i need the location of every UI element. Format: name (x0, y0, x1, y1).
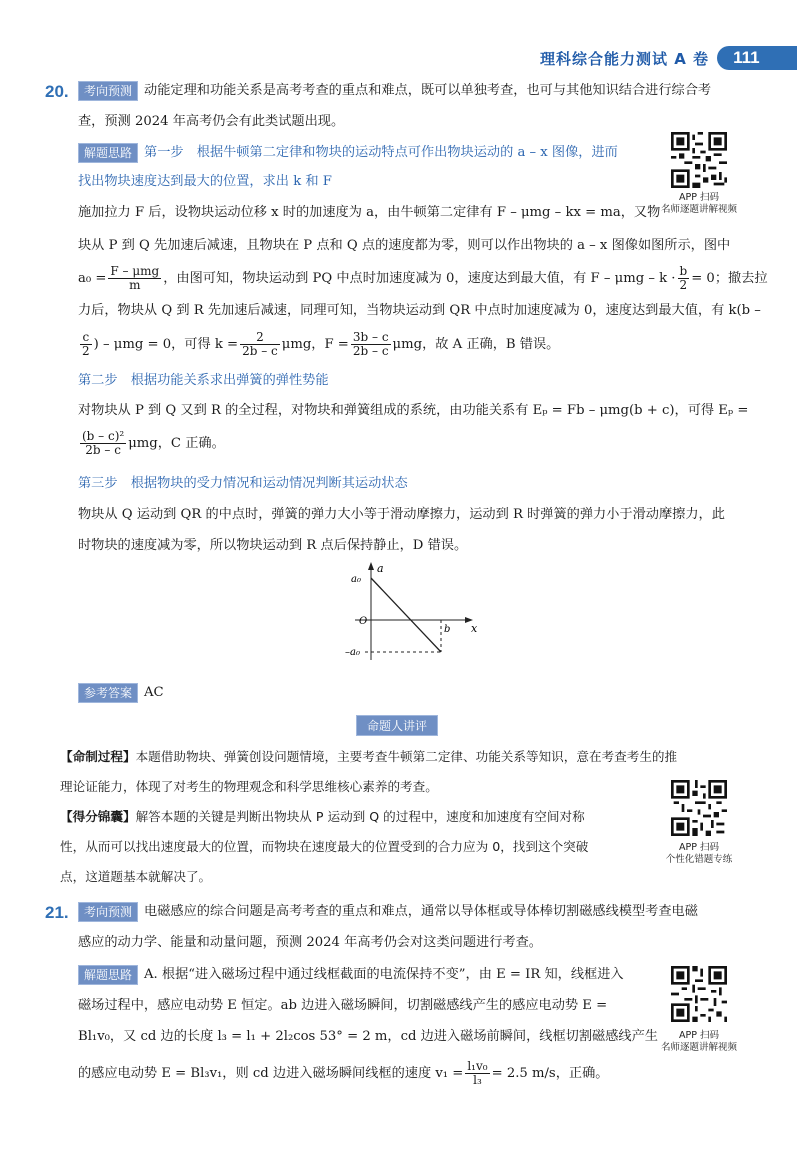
y-label: a (377, 562, 384, 575)
qr-code-icon[interactable] (671, 780, 727, 836)
qr-code-icon[interactable] (671, 966, 727, 1022)
q20-para1-line1: 施加拉力 F 后，设物块运动位移 x 时的加速度为 a，由牛顿第二定律有 F – μmg – kx = ma，又物 (78, 205, 661, 220)
q20-para1-line2: 块从 P 到 Q 先加速后减速，且物块在 P 点和 Q 点的速度都为零，则可以作出物块的 a – x 图像如图所示，图中 (78, 238, 731, 253)
page-number: 111 (717, 46, 797, 70)
fraction (678, 265, 690, 292)
text: 电磁感应的综合问题是高考考查的重点和难点，通常以导体框或导体棒切割磁感线模型考查电磁 (144, 904, 698, 919)
tag-answer: 参考答案 (78, 683, 138, 703)
qr-caption-line1: APP 扫码 (679, 192, 719, 203)
text: A. 根据“进入磁场过程中通过线框截面的电流保持不变”，由 E = IR 知，线框进入 (144, 967, 624, 982)
q21-line3: Bl₁v₀，又 cd 边的长度 l₃ = l₁ + 2l₂cos 53° = 2 m，cd 边进入磁场前瞬间，线框切割磁感线产生 (78, 1029, 658, 1044)
denominator: l₃ (473, 1073, 482, 1087)
q20-para3-line1: 物块从 Q 运动到 QR 的中点时，弹簧的弹力大小等于滑动摩擦力，运动到 R 时弹簧的弹力小于滑动摩擦力，此 (78, 507, 725, 522)
denominator: 2b – c (85, 443, 121, 457)
denominator: 2b – c (242, 344, 278, 358)
answer-text: AC (144, 685, 164, 700)
qr-caption (650, 842, 748, 866)
numerator: F – μmg (110, 264, 160, 278)
tag-forecast: 考向预测 (78, 81, 138, 101)
fraction (465, 1060, 489, 1087)
review-tips-line1 (60, 804, 585, 830)
numerator: l₁v₀ (467, 1059, 488, 1073)
tag-forecast: 考向预测 (78, 902, 138, 922)
text: 的感应电动势 E = Bl₃v₁，则 cd 边进入磁场瞬间线框的速度 v₁ = (78, 1066, 464, 1081)
a-x-graph (335, 560, 485, 670)
text: 第一步 根据牛顿第二定律和物块的运动特点可作出物块运动的 a – x 图像，进而 (144, 145, 618, 160)
q20-step3-title: 第三步 根据物块的受力情况和运动情况判断其运动状态 (78, 476, 408, 491)
q20-forecast-line1 (78, 78, 711, 104)
review-tips-line3: 点，这道题基本就解决了。 (60, 869, 212, 884)
q20-para1-line5 (78, 331, 559, 358)
denominator: 2 (82, 344, 90, 358)
tag-idea: 解题思路 (78, 965, 138, 985)
text: μmg，F = (281, 337, 349, 352)
question-number-20: 20. (45, 82, 69, 101)
qr-caption (650, 1030, 748, 1054)
text: = 2.5 m/s，正确。 (491, 1066, 609, 1081)
review-proc-line1 (60, 744, 677, 770)
question-number-21: 21. (45, 903, 69, 922)
review-tips-line2: 性，从而可以找出速度最大的位置，而物块在速度最大的位置受到的合力应为 0，找到这个突破 (60, 839, 589, 854)
qr-caption-line2: 名师逐题讲解视频 (660, 204, 737, 215)
a0-label: a₀ (351, 574, 361, 585)
text: ) – μmg = 0，可得 k = (93, 337, 239, 352)
q20-step2-title: 第二步 根据功能关系求出弹簧的弹性势能 (78, 373, 329, 388)
numerator: 3b – c (352, 330, 389, 344)
q21-forecast-line1 (78, 899, 698, 925)
denominator: 2 (679, 278, 688, 292)
review-proc-line2: 理论证能力，体现了对考生的物理观念和科学思维核心素养的考查。 (60, 779, 438, 794)
q20-para1-line4: 力后，物块从 Q 到 R 先加速后减速，同理可知，当物块运动到 QR 中点时加速度减为 0，速度达到最大值，有 k(b – (78, 303, 761, 318)
numerator: 2 (240, 331, 280, 345)
text: 解答本题的关键是判断出物块从 P 运动到 Q 的过程中，速度和加速度有空间对称 (135, 809, 585, 824)
text: μmg，故 A 正确，B 错误。 (392, 337, 560, 352)
graph-line (371, 578, 441, 652)
q21-line1 (78, 962, 624, 988)
exam-title: 理科综合能力测试 A 卷 (540, 49, 710, 68)
qr-caption-line2: 个性化错题专练 (665, 854, 733, 865)
q20-para1-line3 (78, 265, 768, 292)
q20-forecast-line2: 查，预测 2024 年高考仍会有此类试题出现。 (78, 114, 345, 129)
denominator: m (129, 278, 141, 292)
qr-caption-line1: APP 扫码 (679, 1030, 719, 1041)
q20-step1-title (78, 140, 618, 166)
fraction (108, 265, 161, 292)
x-label: x (471, 622, 478, 635)
q21-line4 (78, 1060, 608, 1087)
y-axis-arrow (368, 562, 374, 570)
text: 本题借助物块、弹簧创设问题情境，主要考查牛顿第二定律、功能关系等知识，意在考查考生的推 (135, 749, 678, 764)
denominator: 2b – c (352, 344, 389, 358)
neg-a0-label: –a₀ (345, 647, 360, 658)
text: a₀ = (78, 271, 107, 286)
fraction (351, 331, 391, 358)
numerator: c (80, 331, 92, 345)
qr-code-icon[interactable] (671, 132, 727, 188)
q21-forecast-line2: 感应的动力学、能量和动量问题，预测 2024 年高考仍会对这类问题进行考查。 (78, 935, 542, 950)
q20-answer (78, 680, 164, 706)
review-banner: 命题人讲评 (356, 715, 438, 736)
text: μmg，C 正确。 (128, 436, 225, 451)
q20-step1-title2: 找出物块速度达到最大的位置，求出 k 和 F (78, 174, 332, 189)
text: ，由图可知，物块运动到 PQ 中点时加速度减为 0，速度达到最大值，有 F – μmg – k · (163, 271, 676, 286)
q21-line2: 磁场过程中，感应电动势 E 恒定。ab 边进入磁场瞬间，切割磁感线产生的感应电动势 E = (78, 998, 608, 1013)
qr-caption-line2: 名师逐题讲解视频 (660, 1042, 737, 1053)
b-label: b (444, 624, 451, 635)
fraction (80, 331, 92, 358)
qr-caption-line1: APP 扫码 (679, 842, 719, 853)
text: = 0；撤去拉 (691, 271, 768, 286)
fraction (240, 331, 280, 358)
numerator: (b – c)² (82, 429, 125, 443)
tag-idea: 解题思路 (78, 143, 138, 163)
q20-para2-line2 (78, 430, 225, 457)
q20-para3-line2: 时物块的速度减为零，所以物块运动到 R 点后保持静止，D 错误。 (78, 538, 468, 553)
qr-caption (650, 192, 748, 216)
q20-para2-line1: 对物块从 P 到 Q 又到 R 的全过程，对物块和弹簧组成的系统，由功能关系有 Eₚ = Fb – μmg(b + c)，可得 Eₚ = (78, 403, 749, 418)
label: 【命制过程】 (60, 749, 136, 764)
text: 动能定理和功能关系是高考考查的重点和难点，既可以单独考查，也可与其他知识结合进行综合考 (144, 83, 712, 98)
label: 【得分锦囊】 (60, 809, 136, 824)
fraction (80, 430, 126, 457)
numerator: b (679, 264, 688, 278)
origin-label: O (359, 616, 368, 627)
page-header (540, 44, 797, 72)
